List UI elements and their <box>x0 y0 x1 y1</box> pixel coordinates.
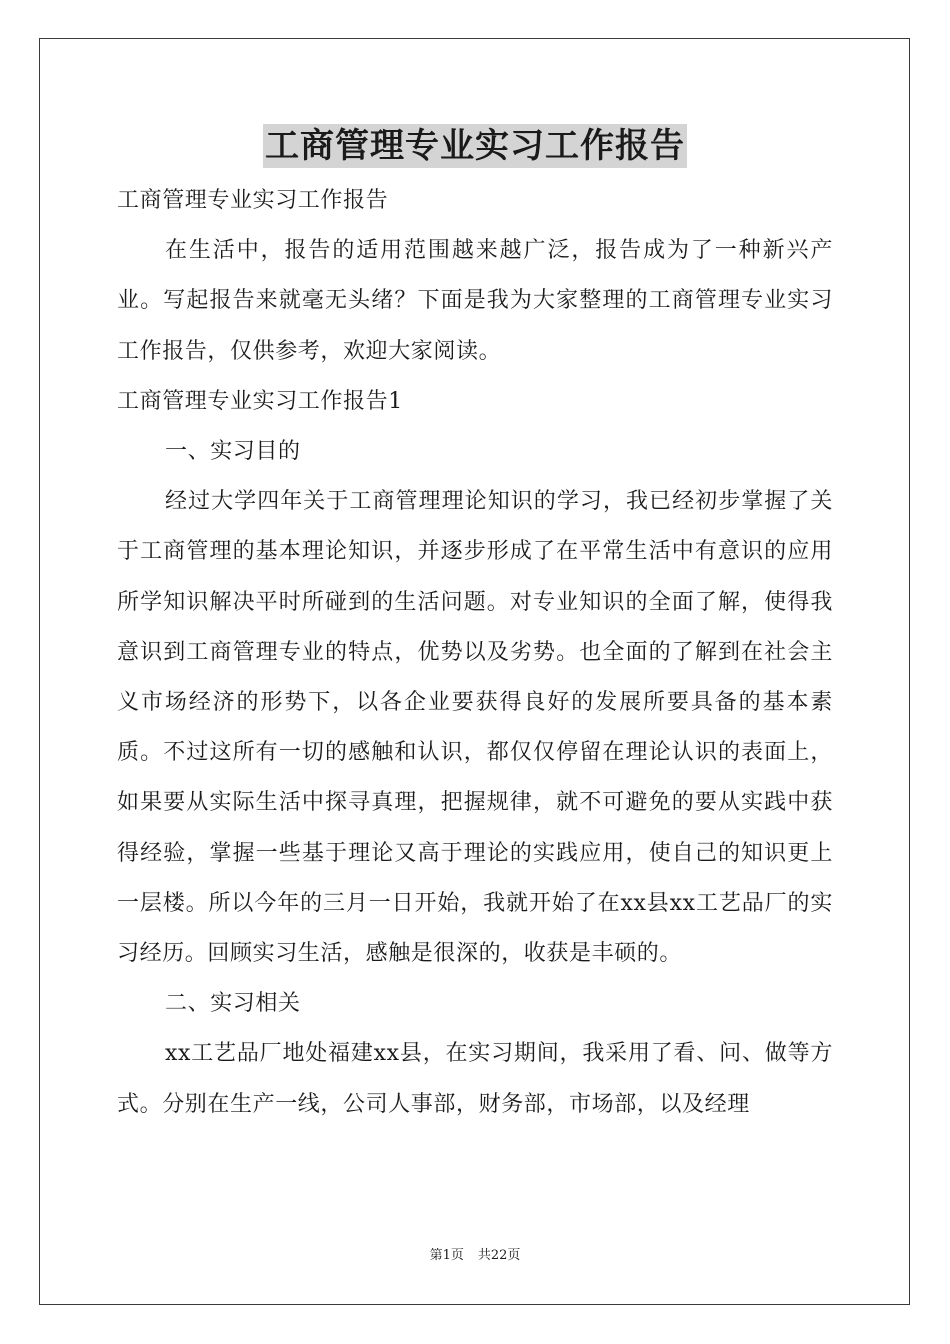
paragraph-subtitle: 工商管理专业实习工作报告 <box>117 188 389 213</box>
document-title-text: 工商管理专业实习工作报告 <box>265 126 685 166</box>
page-number: 第1页 <box>429 1248 464 1263</box>
page-total: 共22页 <box>477 1248 521 1263</box>
paragraph-heading-purpose: 一、实习目的 <box>165 439 301 465</box>
paragraph-intro: 在生活中，报告的适用范围越来越广泛，报告成为了一种新兴产业。写起报告来就毫无头绪？下面是我为大家整理的工商管理专业实习工作报告，仅供参考，欢迎大家阅读。 <box>117 238 833 364</box>
page-footer <box>0 1246 950 1266</box>
document-title <box>0 124 950 172</box>
paragraph-related-body: xx工艺品厂地处福建xx县，在实习期间，我采用了看、问、做等方式。分别在生产一线，公司人事部，财务部，市场部，以及经理 <box>117 1041 833 1117</box>
paragraph-heading-related: 二、实习相关 <box>165 991 301 1017</box>
paragraph-purpose-body: 经过大学四年关于工商管理理论知识的学习，我已经初步掌握了关于工商管理的基本理论知识，并逐步形成了在平常生活中有意识的应用所学知识解决平时所碰到的生活问题。对专业知识的全面了解，使得我意识到工商管理专业的特点，优势以及劣势。也全面的了解到在社会主义市场经济的形势下，以各企业要获得良好的发展所要具备的基本素质。不过这所有一切的感触和认识，都仅仅停留在理论认识的表面上，如果要从实际生活中探寻真理，把握规律，就不可避免的要从实践中获得经验，掌握一些基于理论又高于理论的实践应用，使自己的知识更上一层楼。所以今年的三月一日开始，我就开始了在xx县xx工艺品厂的实习经历。回顾实习生活，感触是很深的，收获是丰硕的。 <box>117 489 833 967</box>
paragraph-section-heading: 工商管理专业实习工作报告1 <box>117 388 403 414</box>
document-body <box>117 176 833 1130</box>
